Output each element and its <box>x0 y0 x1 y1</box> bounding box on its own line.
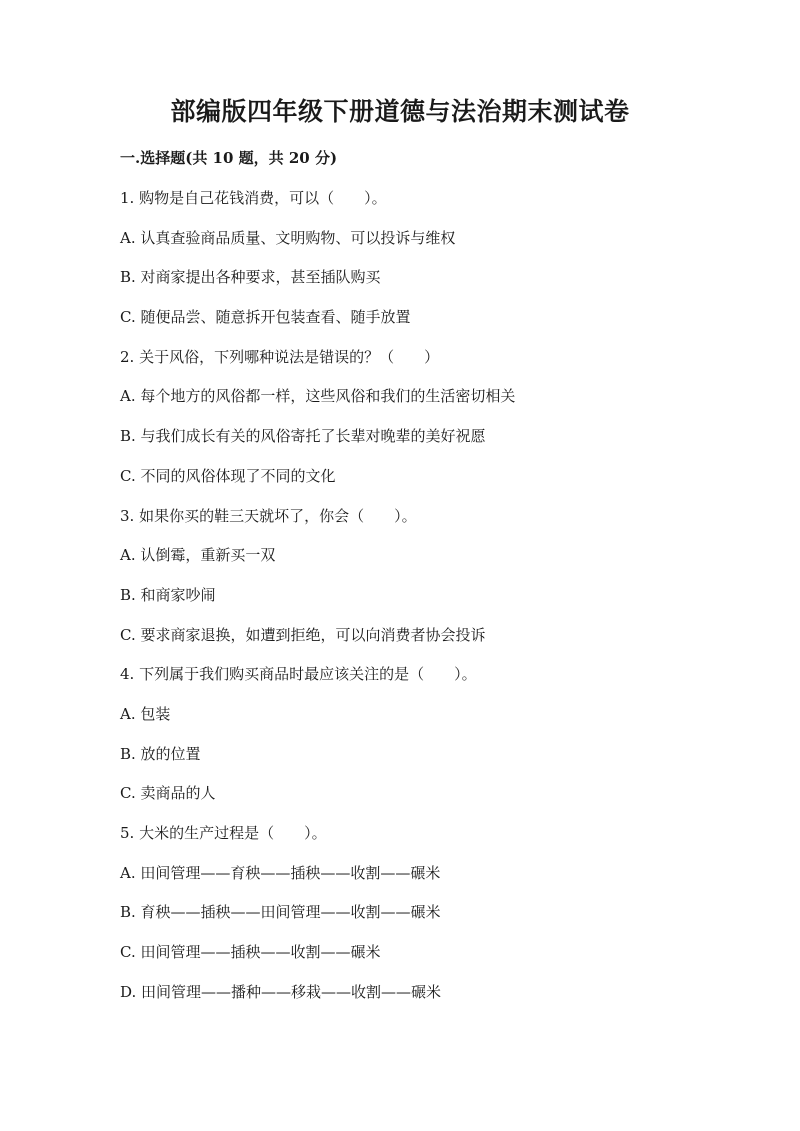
question-3-option-c: C. 要求商家退换，如遭到拒绝，可以向消费者协会投诉 <box>120 625 486 644</box>
question-4-stem: 4. 下列属于我们购买商品时最应该关注的是（ ）。 <box>120 665 477 684</box>
question-list <box>120 187 720 1020</box>
page-title: 部编版四年级下册道德与法治期末测试卷 <box>170 97 630 126</box>
question-5-option-d: D. 田间管理——播种——移栽——收割——碾米 <box>120 982 442 1001</box>
question-2-option-a: A. 每个地方的风俗都一样，这些风俗和我们的生活密切相关 <box>120 387 516 406</box>
question-1-stem: 1. 购物是自己花钱消费，可以（ ）。 <box>120 189 387 207</box>
question-4-option-a: A. 包装 <box>120 704 171 723</box>
question-3-stem: 3. 如果你买的鞋三天就坏了，你会（ ）。 <box>120 506 417 525</box>
question-1-option-a: A. 认真查验商品质量、文明购物、可以投诉与维权 <box>120 228 456 247</box>
question-2-stem: 2. 关于风俗，下列哪种说法是错误的？（ ） <box>120 347 440 366</box>
question-5-option-a: A. 田间管理——育秧——插秧——收割——碾米 <box>120 863 441 882</box>
question-3-option-b: B. 和商家吵闹 <box>120 585 216 604</box>
question-4-option-c: C. 卖商品的人 <box>120 784 216 803</box>
question-5-option-c: C. 田间管理——插秧——收割——碾米 <box>120 943 381 962</box>
question-5-option-b: B. 育秧——插秧——田间管理——收割——碾米 <box>120 903 441 922</box>
question-1-option-b: B. 对商家提出各种要求，甚至插队购买 <box>120 268 381 287</box>
question-4-option-b: B. 放的位置 <box>120 744 201 763</box>
question-2-option-c: C. 不同的风俗体现了不同的文化 <box>120 466 336 485</box>
question-3-option-a: A. 认倒霉，重新买一双 <box>120 546 276 565</box>
question-2-option-b: B. 与我们成长有关的风俗寄托了长辈对晚辈的美好祝愿 <box>120 427 486 446</box>
question-1-option-c: C. 随便品尝、随意拆开包装查看、随手放置 <box>120 308 411 327</box>
section-heading: 一.选择题(共 10 题，共 20 分) <box>120 149 338 167</box>
question-5-stem: 5. 大米的生产过程是（ ）。 <box>120 824 327 842</box>
